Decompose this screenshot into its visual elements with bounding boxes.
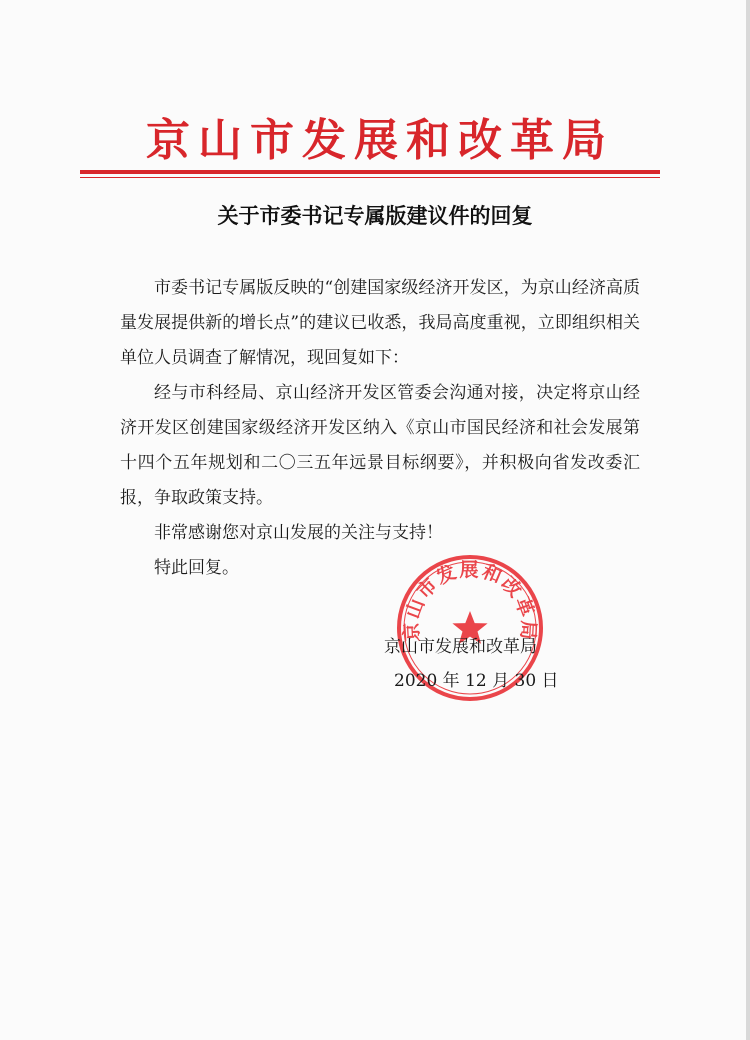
document-title: 关于市委书记专属版建议件的回复 [217, 203, 533, 228]
body-paragraph-2: 经与市科经局、京山经济开发区管委会沟通对接，决定将京山经济开发区创建国家级经济开发区纳入《京山市国民经济和社会发展第十四个五年规划和二〇三五年远景目标纲要》，并积极向省发改委汇报，争取政策支持。 [120, 383, 640, 508]
letterhead-rule-thin [80, 177, 660, 178]
signature-date: 2020 年 12 月 30 日 [394, 671, 559, 691]
scan-edge [746, 0, 750, 1040]
body-paragraph-4: 特此回复。 [154, 558, 239, 578]
letterhead-organization: 京山市发展和改革局 [146, 115, 614, 166]
signature-organization: 京山市发展和改革局 [384, 637, 537, 657]
body-paragraph-1: 市委书记专属版反映的“创建国家级经济开发区，为京山经济高质量发展提供新的增长点”的建议已收悉，我局高度重视，立即组织相关单位人员调查了解情况，现回复如下： [120, 278, 640, 368]
document-body [120, 271, 640, 586]
seal-text: 京山市发展和改革局 [400, 559, 540, 643]
letterhead-rule-thick [80, 170, 660, 174]
body-paragraph-3: 非常感谢您对京山发展的关注与支持！ [154, 523, 443, 543]
